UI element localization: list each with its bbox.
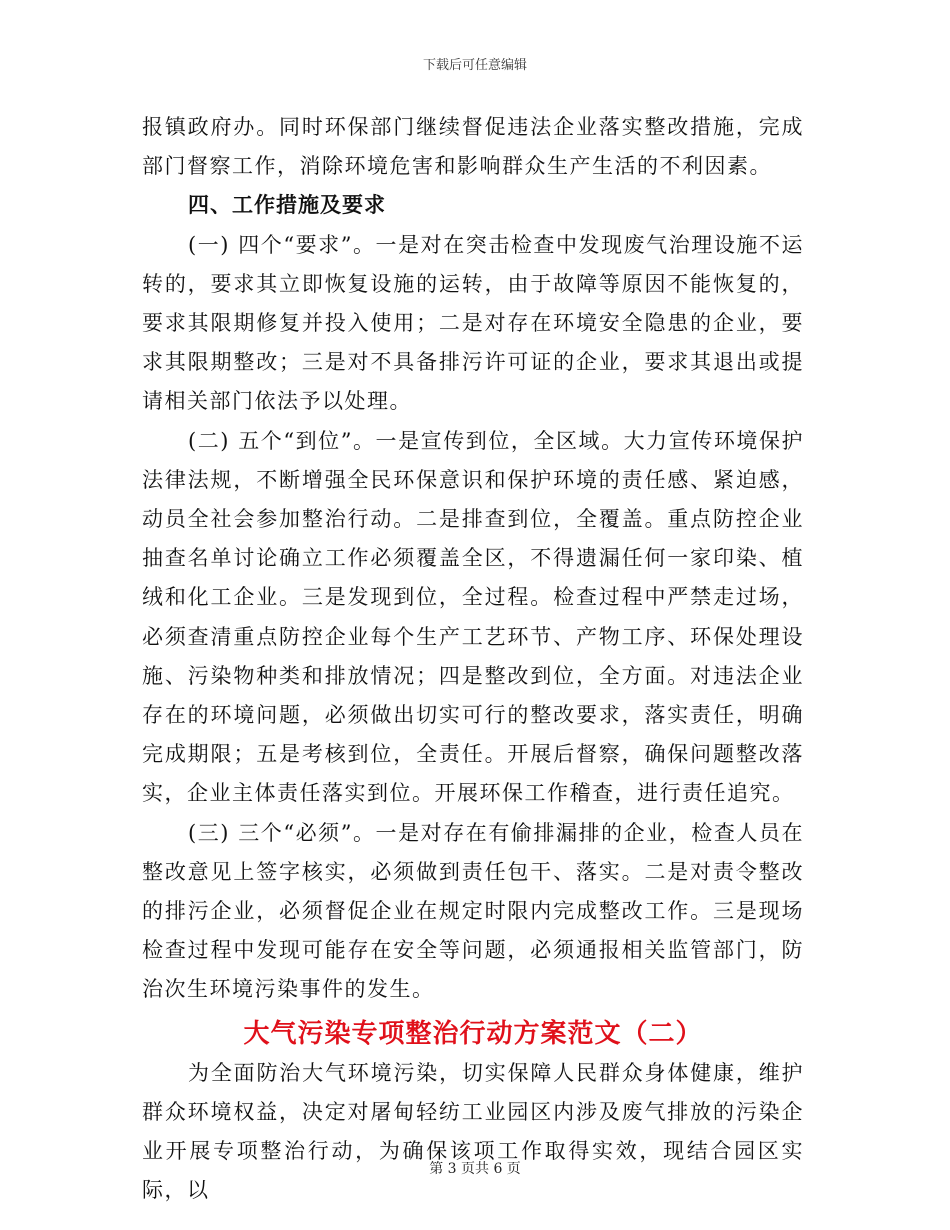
paragraph-five-in-place: (二) 五个“到位”。一是宣传到位，全区域。大力宣传环境保护法律法规，不断增强全民环保意识和保护环境的责任感、紧迫感，动员全社会参加整治行动。二是排查到位，全覆盖。重点防控企业抽查名单讨论确立工作必须覆盖全区，不得遗漏任何一家印染、植绒和化工企业。三是发现到位，全过程。检查过程中严禁走过场，必须查清重点防控企业每个生产工艺环节、产物工序、环保处理设施、污染物种类和排放情况；四是整改到位，全方面。对违法企业存在的环境问题，必须做出切实可行的整改要求，落实责任，明确完成期限；五是考核到位，全责任。开展后督察，确保问题整改落实，企业主体责任落实到位。开展环保工作稽查，进行责任追究。 <box>142 428 804 806</box>
page-header: 下载后可任意编辑 <box>422 58 527 73</box>
page-footer: 第 3 页共 6 页 <box>429 1161 521 1177</box>
document-body <box>142 108 804 1210</box>
document-title-part-two: 大气污染专项整治行动方案范文（二） <box>243 1018 703 1049</box>
paragraph-intro-part-two: 为全面防治大气环境污染，切实保障人民群众身体健康，维护群众环境权益，决定对屠甸轻纺工业园区内涉及废气排放的污染企业开展专项整治行动，为确保该项工作取得实效，现结合园区实际，以 <box>142 1060 804 1203</box>
paragraph-four-requirements: (一) 四个“要求”。一是对在突击检查中发现废气治理设施不运转的，要求其立即恢复设施的运转，由于故障等原因不能恢复的，要求其限期修复并投入使用；二是对存在环境安全隐患的企业，要求其限期整改；三是对不具备排污许可证的企业，要求其退出或提请相关部门依法予以处理。 <box>142 232 804 414</box>
section-heading-measures: 四、工作措施及要求 <box>188 193 386 218</box>
paragraph-continuation: 报镇政府办。同时环保部门继续督促违法企业落实整改措施，完成部门督察工作，消除环境危害和影响群众生产生活的不利因素。 <box>142 115 804 179</box>
paragraph-three-musts: (三) 三个“必须”。一是对存在有偷排漏排的企业，检查人员在整改意见上签字核实，必须做到责任包干、落实。二是对责令整改的排污企业，必须督促企业在规定时限内完成整改工作。三是现场检查过程中发现可能存在安全等问题，必须通报相关监管部门，防治次生环境污染事件的发生。 <box>142 820 804 1002</box>
